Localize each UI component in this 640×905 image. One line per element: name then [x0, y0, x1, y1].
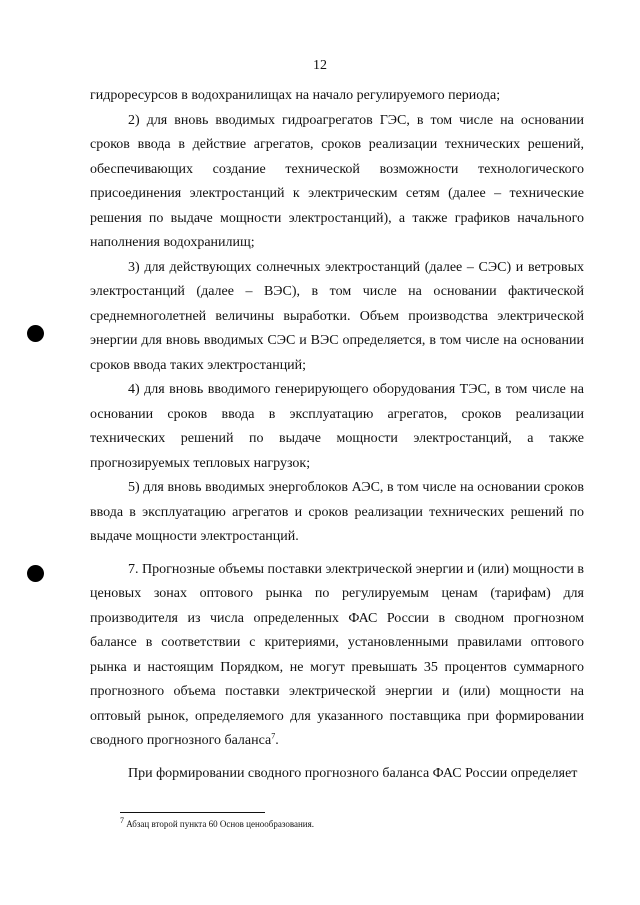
paragraph-item-5: 5) для вновь вводимых энергоблоков АЭС, в том числе на основании сроков ввода в эксплуатацию агрегатов и сроков реализации технических решений по выдаче мощности электростанций. — [90, 480, 584, 544]
footnote — [120, 818, 560, 830]
footnote-text: Абзац второй пункта 60 Основ ценообразования. — [126, 819, 314, 829]
punch-hole-top — [27, 325, 44, 342]
paragraph-item-4: 4) для вновь вводимого генерирующего оборудования ТЭС, в том числе на основании сроков ввода в эксплуатацию агрегатов, сроков реализации технических решений по выдаче мощности электростанций, а также прогнозируемых тепловых нагрузок; — [90, 382, 584, 471]
footnote-marker: 7 — [120, 816, 124, 825]
paragraph-item-2: 2) для вновь вводимых гидроагрегатов ГЭС, в том числе на основании сроков ввода в действие агрегатов, сроков реализации технических решений, обеспечивающих создание технической возможности технологического присоединения электростанций к электрическим сетям (далее – технические решения по выдаче мощности электростанций), а также графиков начального наполнения водохранилищ; — [90, 112, 584, 250]
paragraph-continuation: гидроресурсов в водохранилищах на начало регулируемого периода; — [90, 88, 501, 103]
footnote-divider — [120, 812, 265, 813]
clause-7-text: 7. Прогнозные объемы поставки электрической энергии и (или) мощности в ценовых зонах оптового рынка по регулируемым ценам (тарифам) для производителя из числа определенных ФАС России в сводном прогнозном балансе в соответствии с критериями, установленными правилами оптового рынка и настоящим Порядком, не могут превышать 35 процентов суммарного прогнозного объема поставки электрической энергии и (или) мощности на оптовый рынок, определяемого для указанного поставщика при формировании сводного прогнозного баланса — [90, 561, 584, 748]
punch-hole-bottom — [27, 565, 44, 582]
document-body — [90, 84, 584, 786]
page-number: 12 — [313, 58, 327, 73]
paragraph-clause-7: 7. Прогнозные объемы поставки электрической энергии и (или) мощности в ценовых зонах оптового рынка по регулируемым ценам (тарифам) для производителя из числа определенных ФАС России в сводном прогнозном балансе в соответствии с критериями, установленными правилами оптового рынка и настоящим Порядком, не могут превышать 35 процентов суммарного прогнозного объема поставки электрической энергии и (или) мощности на оптовый рынок, определяемого для указанного поставщика при формировании сводного прогнозного баланса$^7$. — [90, 561, 584, 748]
paragraph-item-3: 3) для действующих солнечных электростанций (далее – СЭС) и ветровых электростанций (далее – ВЭС), в том числе на основании фактической среднемноголетней величины выработки. Объем производства электрической энергии для вновь вводимых СЭС и ВЭС определяется, в том числе на основании сроков ввода таких электростанций; — [90, 259, 584, 373]
paragraph-final: При формировании сводного прогнозного баланса ФАС России определяет — [128, 765, 578, 781]
footnote-reference[interactable]: 7 — [271, 731, 276, 741]
